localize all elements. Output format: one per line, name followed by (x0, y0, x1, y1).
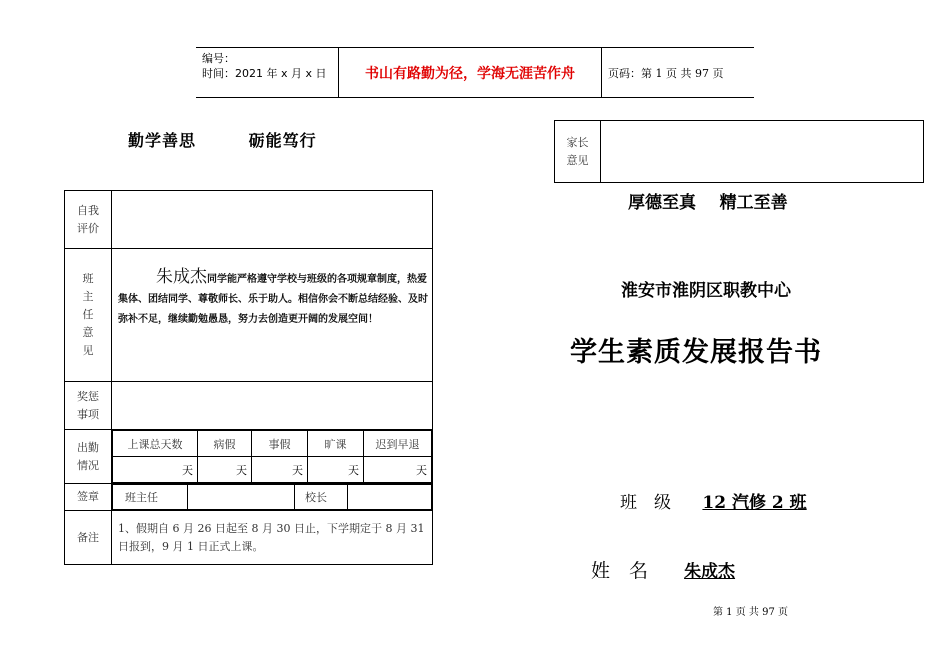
teacher-comment-rest: 制度，热爱集体、团结同学、尊敬师长、乐于助人。相信你会不断总结经验、及时弥补不足，继续勤勉愚恳，努力去创造更开阔的发展空间！ (118, 274, 428, 325)
header-total-days: 上课总天数 (113, 431, 198, 457)
student-name: 朱成杰 (156, 267, 207, 287)
attendance-row (65, 430, 433, 484)
seal-grid-cell (112, 484, 433, 511)
attendance-label: 出勤 情况 (65, 430, 112, 484)
class-label: 班 级 (620, 493, 671, 513)
teacher-opinion-row (65, 249, 433, 382)
reward-field[interactable] (112, 382, 433, 430)
report-title: 学生素质发展报告书 (570, 337, 822, 368)
name-row (591, 556, 763, 583)
header-absence: 旷课 (308, 431, 364, 457)
school-name: 淮安市淮阴区职教中心 (621, 281, 791, 301)
left-motto: 勤学善思 砺能笃行 (128, 131, 317, 150)
self-eval-label: 自我 评价 (65, 191, 112, 249)
header-sick-leave: 病假 (198, 431, 252, 457)
attendance-grid-cell (112, 430, 433, 484)
page-header (196, 47, 754, 98)
seal-label: 签章 (65, 484, 112, 511)
remark-label: 备注 (65, 511, 112, 565)
value-personal-leave[interactable]: 天 (252, 457, 308, 483)
header-personal-leave: 事假 (252, 431, 308, 457)
remark-text: 1、假期自 6 月 26 日起至 8 月 30 日止，下学期定于 8 月 31 日报到，9 月 1 日正式上课。 (112, 511, 433, 565)
self-eval-field[interactable] (112, 191, 433, 249)
remark-row (65, 511, 433, 565)
reward-label: 奖惩 事项 (65, 382, 112, 430)
header-late-early: 迟到早退 (364, 431, 432, 457)
parent-opinion-field[interactable] (602, 121, 923, 182)
attendance-values (113, 457, 432, 483)
seal-principal-label: 校长 (295, 485, 348, 510)
class-row (620, 488, 815, 513)
name-value[interactable]: 朱成杰 (684, 562, 736, 582)
evaluation-table (64, 190, 433, 565)
class-value[interactable]: 12 汽修 2 班 (702, 493, 807, 513)
value-absence[interactable]: 天 (308, 457, 364, 483)
attendance-headers (113, 431, 432, 457)
attendance-grid (112, 430, 432, 483)
header-page-count: 页码：第 1 页 共 97 页 (608, 66, 724, 80)
parent-opinion-label: 家长 意见 (555, 121, 601, 182)
page-footer: 第 1 页 共 97 页 (713, 607, 788, 618)
number-label: 编号： (202, 52, 235, 65)
header-slogan: 书山有路勤为径，学海无涯苦作舟 (338, 48, 602, 97)
teacher-opinion-label: 班 主 任 意 见 (65, 249, 112, 382)
value-sick-leave[interactable]: 天 (198, 457, 252, 483)
header-info (196, 48, 338, 97)
seal-teacher-label: 班主任 (113, 485, 188, 510)
seal-grid (112, 484, 432, 510)
time-text: 时间：2021 年 x 月 x 日 (202, 67, 327, 80)
reward-row (65, 382, 433, 430)
name-label: 姓 名 (591, 560, 649, 582)
right-motto: 厚德至真 精工至善 (628, 193, 788, 213)
seal-principal-field[interactable] (348, 485, 432, 510)
parent-opinion-box (554, 120, 924, 183)
self-eval-row (65, 191, 433, 249)
value-late-early[interactable]: 天 (364, 457, 432, 483)
teacher-opinion-field (112, 249, 433, 382)
value-total-days[interactable]: 天 (113, 457, 198, 483)
seal-row (65, 484, 433, 511)
teacher-comment-first: 同学能严格遵守学校与班级的各项规章 (207, 274, 377, 285)
seal-teacher-field[interactable] (188, 485, 295, 510)
